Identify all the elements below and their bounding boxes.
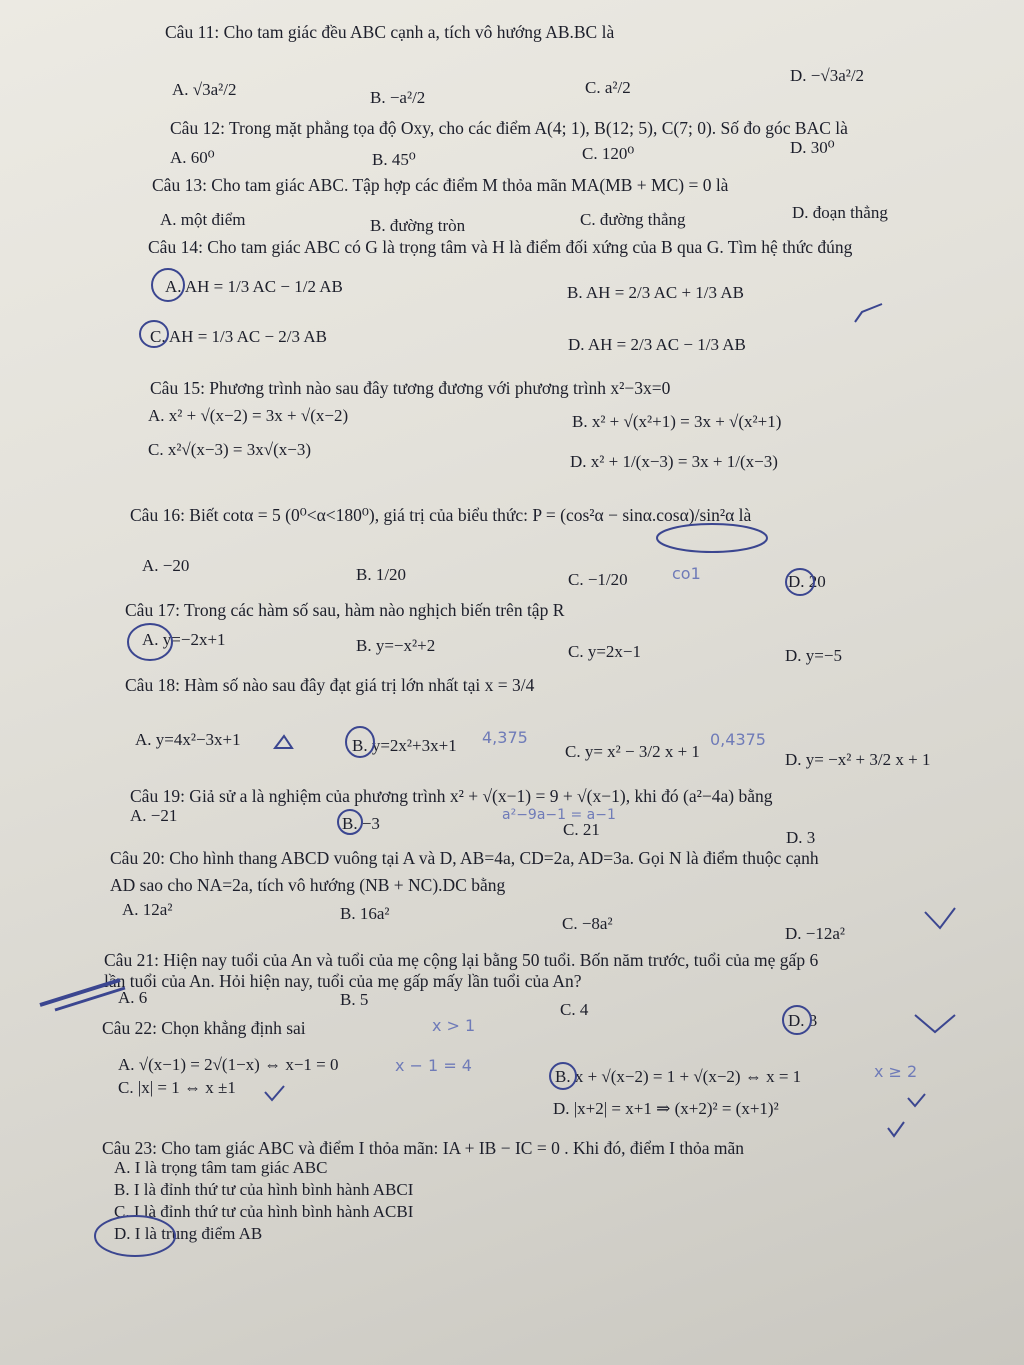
q12-option-d[interactable]: D. 30⁰ xyxy=(790,138,835,157)
circle-mark-q19-b xyxy=(338,810,362,834)
circle-mark-q17-a xyxy=(128,624,172,660)
q15-option-a[interactable]: A. x² + √(x−2) = 3x + √(x−2) xyxy=(148,406,349,425)
q20-option-d[interactable]: D. −12a² xyxy=(785,924,846,943)
q23-stem: Câu 23: Cho tam giác ABC và điểm I thỏa mãn: IA + IB − IC = 0 . Khi đó, điểm I thỏa mãn xyxy=(102,1138,745,1158)
triangle-mark-q18 xyxy=(275,736,292,748)
circle-mark-q14-c xyxy=(140,321,168,347)
q22-option-d[interactable]: D. |x+2| = x+1 ⇒ (x+2)² = (x+1)² xyxy=(553,1099,779,1118)
circle-mark-q16-denominator xyxy=(657,524,767,552)
check-mark-q20 xyxy=(925,908,955,928)
q13-option-b[interactable]: B. đường tròn xyxy=(370,216,466,235)
q22-option-a[interactable]: A. √(x−1) = 2√(1−x) ⇔ x−1 = 0 xyxy=(118,1055,339,1074)
q14-option-a[interactable]: A. AH = 1/3 AC − 1/2 AB xyxy=(165,277,343,296)
circle-mark-q21-d xyxy=(783,1006,811,1034)
q13-option-c[interactable]: C. đường thẳng xyxy=(580,210,686,229)
q21-option-c[interactable]: C. 4 xyxy=(560,1000,589,1019)
q17-option-d[interactable]: D. y=−5 xyxy=(785,646,842,665)
q17-option-c[interactable]: C. y=2x−1 xyxy=(568,642,642,661)
q12-option-b[interactable]: B. 45⁰ xyxy=(372,150,416,169)
circle-mark-q23-d xyxy=(95,1216,175,1256)
q22-option-b[interactable]: B. x + √(x−2) = 1 + √(x−2) ⇔ x = 1 xyxy=(555,1067,802,1086)
q18-option-c[interactable]: C. y= x² − 3/2 x + 1 xyxy=(565,742,700,761)
handwritten-note-q22-a: x − 1 = 4 xyxy=(395,1056,472,1075)
q19-option-b[interactable]: B. −3 xyxy=(342,814,380,833)
q18-option-b[interactable]: B. y=2x²+3x+1 xyxy=(352,736,457,755)
q20-stem-line2: AD sao cho NA=2a, tích vô hướng (NB + NC).DC bằng xyxy=(110,875,506,895)
handwritten-note-q18-c: 0,4375 xyxy=(710,730,766,749)
check-mark-q22-c xyxy=(265,1086,284,1100)
q22-stem: Câu 22: Chọn khẳng định sai xyxy=(102,1018,306,1038)
circle-mark-q16-d xyxy=(786,569,814,595)
q20-option-a[interactable]: A. 12a² xyxy=(122,900,173,919)
q21-option-b[interactable]: B. 5 xyxy=(340,990,369,1009)
check-mark-q21 xyxy=(915,1015,955,1032)
handwritten-note-q21: x > 1 xyxy=(432,1016,476,1035)
handwritten-note-q19: a²−9a−1 = a−1 xyxy=(502,807,616,823)
q11-option-c[interactable]: C. a²/2 xyxy=(585,78,631,97)
q12-option-c[interactable]: C. 120⁰ xyxy=(582,144,635,163)
q12-option-a[interactable]: A. 60⁰ xyxy=(170,148,215,167)
q14-option-c[interactable]: C. AH = 1/3 AC − 2/3 AB xyxy=(150,327,327,346)
circle-mark-q22-b xyxy=(550,1063,576,1089)
check-mark-q14 xyxy=(855,304,882,322)
q20-stem-line1: Câu 20: Cho hình thang ABCD vuông tại A và D, AB=4a, CD=2a, AD=3a. Gọi N là điểm thuộc cạnh xyxy=(110,848,819,868)
q16-option-a[interactable]: A. −20 xyxy=(142,556,190,575)
q17-option-b[interactable]: B. y=−x²+2 xyxy=(356,636,436,655)
q15-stem: Câu 15: Phương trình nào sau đây tương đương với phương trình x²−3x=0 xyxy=(150,378,671,398)
q18-option-d[interactable]: D. y= −x² + 3/2 x + 1 xyxy=(785,750,931,769)
q11-option-d[interactable]: D. −√3a²/2 xyxy=(790,66,865,85)
q11-option-b[interactable]: B. −a²/2 xyxy=(370,88,426,107)
q13-stem: Câu 13: Cho tam giác ABC. Tập hợp các điểm M thỏa mãn MA(MB + MC) = 0 là xyxy=(152,175,729,195)
q18-stem: Câu 18: Hàm số nào sau đây đạt giá trị lớn nhất tại x = 3/4 xyxy=(125,675,535,695)
handwritten-note-q22-b: x ≥ 2 xyxy=(874,1062,918,1081)
q23-option-a[interactable]: A. I là trọng tâm tam giác ABC xyxy=(114,1158,328,1177)
q23-option-d[interactable]: D. I là trung điểm AB xyxy=(114,1224,263,1243)
q15-option-b[interactable]: B. x² + √(x²+1) = 3x + √(x²+1) xyxy=(572,412,782,431)
q13-option-d[interactable]: D. đoạn thẳng xyxy=(792,203,888,222)
q15-option-d[interactable]: D. x² + 1/(x−3) = 3x + 1/(x−3) xyxy=(570,452,778,471)
q21-option-d[interactable]: D. 3 xyxy=(788,1011,818,1030)
q14-option-d[interactable]: D. AH = 2/3 AC − 1/3 AB xyxy=(568,335,746,354)
q21-stem-line2: lần tuổi của An. Hỏi hiện nay, tuổi của mẹ gấp mấy lần tuổi của An? xyxy=(104,971,582,991)
q17-option-a[interactable]: A. y=−2x+1 xyxy=(142,630,226,649)
q23-option-b[interactable]: B. I là đỉnh thứ tư của hình bình hành ABCI xyxy=(114,1180,414,1199)
q16-option-d[interactable]: D. 20 xyxy=(788,572,826,591)
q19-stem: Câu 19: Giả sử a là nghiệm của phương trình x² + √(x−1) = 9 + √(x−1), khi đó (a²−4a) bằng xyxy=(130,786,773,806)
q20-option-c[interactable]: C. −8a² xyxy=(562,914,613,933)
handwritten-note-q16: co1 xyxy=(672,564,701,583)
check-mark-q22-b xyxy=(908,1094,925,1106)
q19-option-c[interactable]: C. 21 xyxy=(563,820,600,839)
q17-stem: Câu 17: Trong các hàm số sau, hàm nào nghịch biến trên tập R xyxy=(125,600,565,620)
q18-option-a[interactable]: A. y=4x²−3x+1 xyxy=(135,730,241,749)
q14-option-b[interactable]: B. AH = 2/3 AC + 1/3 AB xyxy=(567,283,744,302)
q14-stem: Câu 14: Cho tam giác ABC có G là trọng tâm và H là điểm đối xứng của B qua G. Tìm hệ thức đúng xyxy=(148,237,853,257)
circle-mark-q18-b xyxy=(346,727,374,757)
check-mark-q22-d xyxy=(888,1122,904,1136)
q16-option-c[interactable]: C. −1/20 xyxy=(568,570,628,589)
q19-option-a[interactable]: A. −21 xyxy=(130,806,178,825)
q19-option-d[interactable]: D. 3 xyxy=(786,828,816,847)
q21-stem-line1: Câu 21: Hiện nay tuổi của An và tuổi của mẹ cộng lại bằng 50 tuổi. Bốn năm trước, tuổi của mẹ gấp 6 xyxy=(104,950,819,970)
q11-stem: Câu 11: Cho tam giác đều ABC cạnh a, tích vô hướng AB.BC là xyxy=(165,22,615,42)
handwritten-note-q18-b: 4,375 xyxy=(482,728,528,747)
q11-option-a[interactable]: A. √3a²/2 xyxy=(172,80,237,99)
q23-option-c[interactable]: C. I là đỉnh thứ tư của hình bình hành ACBI xyxy=(114,1202,414,1221)
q16-option-b[interactable]: B. 1/20 xyxy=(356,565,407,584)
q16-stem: Câu 16: Biết cotα = 5 (0⁰<α<180⁰), giá trị của biểu thức: P = (cos²α − sinα.cosα)/sin²α là xyxy=(130,505,752,525)
q20-option-b[interactable]: B. 16a² xyxy=(340,904,390,923)
circle-mark-q14-a xyxy=(152,269,184,301)
q12-stem: Câu 12: Trong mặt phẳng tọa độ Oxy, cho các điểm A(4; 1), B(12; 5), C(7; 0). Số đo góc BAC là xyxy=(170,118,848,138)
q22-option-c[interactable]: C. |x| = 1 ⇔ x ±1 xyxy=(118,1078,236,1097)
q15-option-c[interactable]: C. x²√(x−3) = 3x√(x−3) xyxy=(148,440,312,459)
q21-option-a[interactable]: A. 6 xyxy=(118,988,148,1007)
q13-option-a[interactable]: A. một điểm xyxy=(160,210,246,229)
